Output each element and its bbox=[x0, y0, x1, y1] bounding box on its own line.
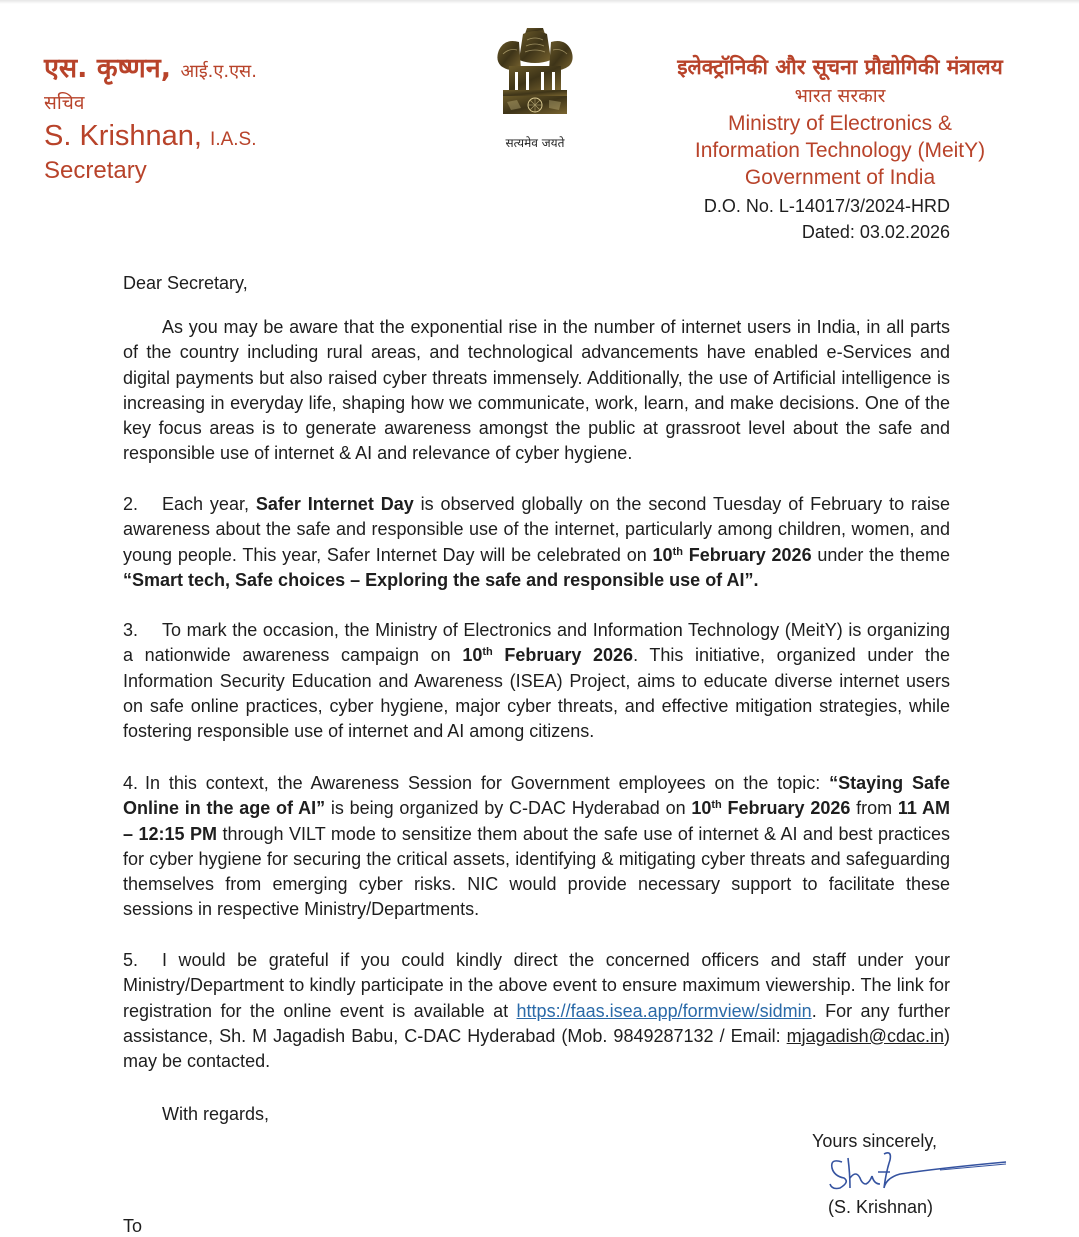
paragraph-number: 5. bbox=[123, 950, 139, 970]
sender-suffix-english: I.A.S. bbox=[210, 129, 257, 150]
text-run: In this context, the Awareness Session for Government employees on the topic: bbox=[145, 773, 830, 793]
date-month-year: February 2026 bbox=[682, 544, 812, 565]
emblem-block bbox=[490, 20, 580, 155]
sender-name-hindi bbox=[44, 52, 257, 89]
session-date bbox=[691, 798, 850, 818]
paragraph-5 bbox=[123, 948, 950, 1074]
event-name: Safer Internet Day bbox=[255, 494, 414, 514]
sender-name-english-text: S. Krishnan, bbox=[44, 120, 202, 152]
date-ordinal: th bbox=[711, 799, 722, 812]
sender-title-english: Secretary bbox=[44, 157, 147, 184]
page-top-edge bbox=[0, 0, 1079, 4]
session-topic: “Staying Safe Online in the age of AI” bbox=[123, 773, 951, 819]
session-time: 11 AM – 12:15 PM bbox=[123, 798, 950, 844]
text-run: I would be grateful if you could kindly direct the concerned officers and staff under your Ministry/Department to kindly participate in the above event to ensure maximum viewership. The link for registration for the online event is available at bbox=[123, 950, 950, 1021]
event-date bbox=[653, 545, 812, 565]
paragraph-1: As you may be aware that the exponential rise in the number of internet users in India, in all parts of the country including rural areas, and technological advancements have enabled e-Services and digital payments but also raised cyber threats immensely. Additionally, the use of Artificial intelligence is increasing in everyday life, shaping how we communicate, work, learn, and make decisions. One of the key focus areas is to generate awareness amongst the public at grassroot level about the safe and responsible use of internet & AI and relevance of cyber hygiene. bbox=[123, 317, 950, 464]
date-day: 10 bbox=[691, 798, 712, 819]
event-theme: “Smart tech, Safe choices – Exploring the safe and responsible use of AI”. bbox=[123, 569, 759, 590]
text-run: . This initiative, organized under the Information Security Education and Awareness (ISEA) Project, aims to educate diverse internet users on safe online practices, cyber hygiene, major cyber threats, and effective mitigation strategies, while fostering responsible use of internet and AI among citizens. bbox=[123, 645, 951, 742]
signatory-name: (S. Krishnan) bbox=[828, 1197, 934, 1217]
addressee-label: To bbox=[123, 1216, 143, 1236]
text-run: under the theme bbox=[811, 544, 950, 565]
paragraph-2 bbox=[123, 492, 950, 593]
ministry-name-hindi: इलेक्ट्रॉनिकी और सूचना प्रौद्योगिकी मंत्रालय bbox=[677, 55, 1003, 79]
ministry-name-line1: Ministry of Electronics & bbox=[727, 112, 953, 135]
campaign-date bbox=[462, 645, 633, 665]
do-number: D.O. No. L-14017/3/2024-HRD bbox=[703, 196, 950, 216]
paragraph-3 bbox=[123, 618, 950, 744]
paragraph-number: 2. bbox=[123, 494, 139, 514]
national-emblem-icon bbox=[493, 20, 577, 132]
reference-block bbox=[704, 193, 950, 245]
text-run: through VILT mode to sensitize them about the safe use of internet & AI and best practices for cyber hygiene for securing the critical assets, identifying & mitigating cyber threats and safeguarding themselves from emerging cyber risks. NIC would provide necessary support to facilitate these sessions in respective Ministry/Departments. bbox=[123, 823, 950, 920]
text-run: Each year, bbox=[162, 494, 256, 514]
text-run: from bbox=[850, 798, 898, 819]
contact-email-link[interactable]: mjagadish@cdac.in bbox=[786, 1025, 944, 1046]
sender-name-english bbox=[44, 119, 257, 157]
date-month-year: February 2026 bbox=[492, 645, 634, 666]
registration-link[interactable]: https://faas.isea.app/formview/sidmin bbox=[516, 1000, 812, 1021]
ministry-block bbox=[640, 52, 1040, 191]
text-run: ) may be contacted. bbox=[123, 1025, 950, 1072]
date-day: 10 bbox=[652, 544, 673, 565]
date-ordinal: th bbox=[672, 545, 683, 558]
sender-suffix-hindi: आई.ए.एस. bbox=[180, 61, 257, 82]
date-day: 10 bbox=[462, 645, 483, 666]
sign-off: Yours sincerely, bbox=[812, 1131, 938, 1151]
handwritten-signature-icon bbox=[820, 1148, 1015, 1200]
date-ordinal: th bbox=[482, 646, 493, 659]
government-name-english: Government of India bbox=[744, 166, 936, 189]
text-run: is being organized by C-DAC Hyderabad on bbox=[325, 798, 692, 819]
salutation: Dear Secretary, bbox=[123, 273, 248, 293]
text-run: . For any further assistance, Sh. M Jagadish Babu, C-DAC Hyderabad (Mob. 9849287132 / Email: bbox=[123, 1000, 950, 1046]
sender-block bbox=[44, 52, 257, 185]
sender-name-hindi-text: एस. कृष्णन, bbox=[44, 53, 172, 84]
ministry-name-line2: Information Technology (MeitY) bbox=[694, 139, 986, 162]
text-run: To mark the occasion, the Ministry of Electronics and Information Technology (MeitY) is organizing a nationwide awareness campaign on bbox=[123, 620, 950, 666]
text-run: is observed globally on the second Tuesday of February to raise awareness about the safe and responsible use of the internet, particularly among children, women, and young people. This year, Safer Internet Day will be celebrated on bbox=[123, 494, 951, 565]
paragraph-number: 4. bbox=[123, 773, 139, 793]
sender-title-hindi: सचिव bbox=[44, 92, 85, 114]
letter-date: Dated: 03.02.2026 bbox=[801, 222, 950, 242]
paragraph-4 bbox=[123, 771, 950, 923]
paragraph-number: 3. bbox=[123, 620, 139, 640]
emblem-motto: सत्यमेव जयते bbox=[505, 136, 565, 150]
closing: With regards, bbox=[162, 1104, 270, 1124]
government-name-hindi: भारत सरकार bbox=[794, 85, 886, 107]
date-month-year: February 2026 bbox=[721, 798, 851, 819]
